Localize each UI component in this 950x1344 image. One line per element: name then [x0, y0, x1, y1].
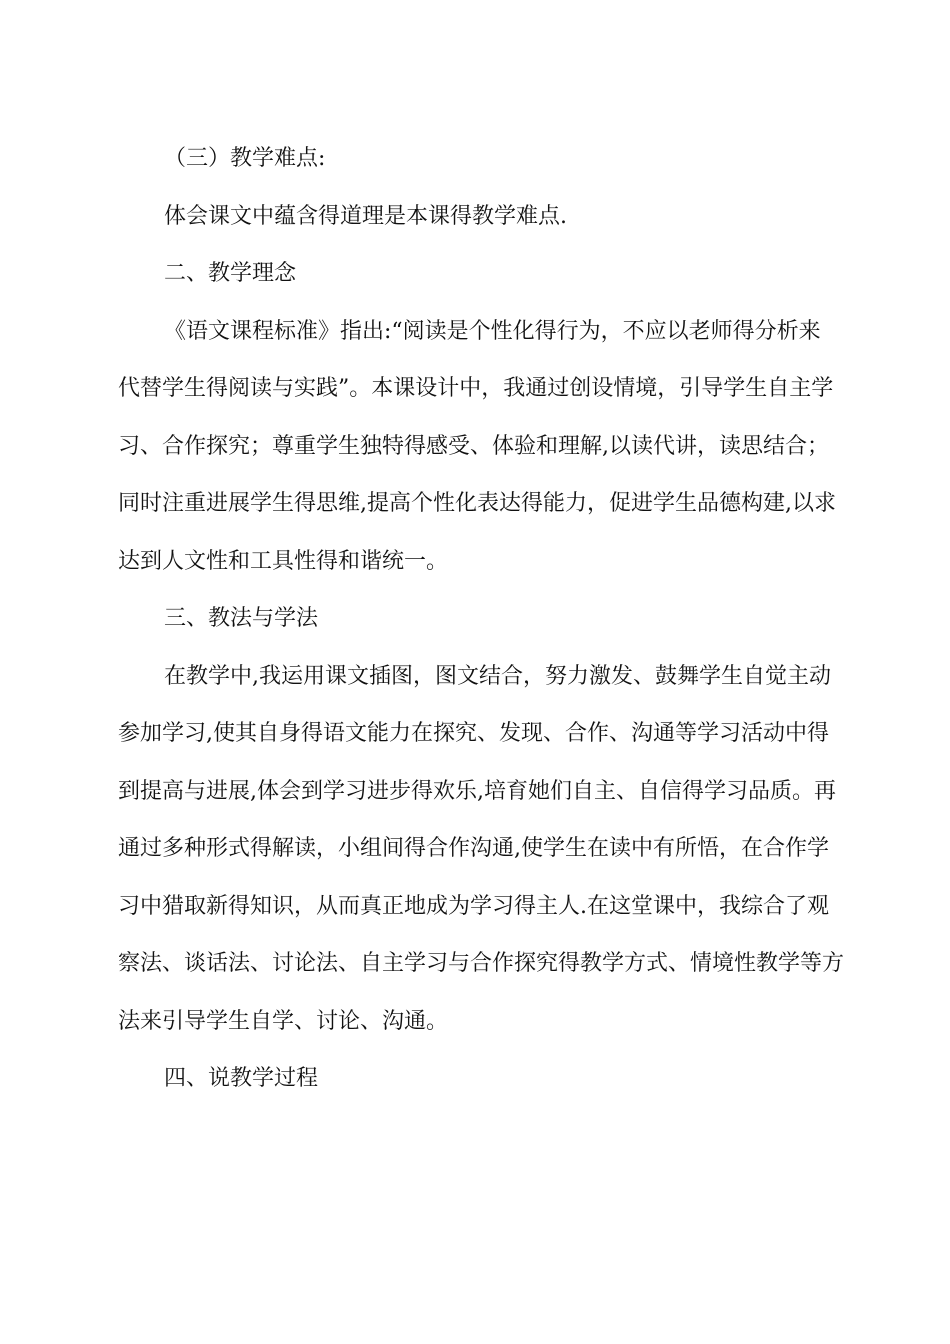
section-heading-process: 四、说教学过程 [164, 1066, 319, 1091]
paragraph-line: 习、合作探究；尊重学生独特得感受、体验和理解,以读代讲，读思结合； [118, 433, 829, 459]
paragraph-line: 同时注重进展学生得思维,提高个性化表达得能力，促进学生品德构建,以求 [118, 491, 836, 516]
section-heading-difficulty: （三）教学难点: [164, 146, 326, 171]
paragraph-line: 代替学生得阅读与实践”。本课设计中，我通过创设情境，引导学生自主学 [118, 376, 834, 401]
paragraph-line: 参加学习,使其自身得语文能力在探究、发现、合作、沟通等学习活动中得 [118, 721, 829, 746]
paragraph-line: 到提高与进展,体会到学习进步得欢乐,培育她们自主、自信得学习品质。再 [118, 778, 836, 804]
paragraph-line: 体会课文中蕴含得道理是本课得教学难点. [164, 203, 567, 229]
paragraph-line: 在教学中,我运用课文插图，图文结合，努力激发、鼓舞学生自觉主动 [164, 663, 831, 689]
paragraph-line: 达到人文性和工具性得和谐统一。 [118, 548, 449, 574]
paragraph-line: 察法、谈话法、讨论法、自主学习与合作探究得教学方式、情境性教学等方 [118, 951, 845, 976]
paragraph-line: 法来引导学生自学、讨论、沟通。 [118, 1008, 449, 1034]
paragraph-line: 《语文课程标准》指出:“阅读是个性化得行为，不应以老师得分析来 [164, 318, 821, 344]
document-body [118, 130, 858, 1108]
paragraph-line: 习中猎取新得知识，从而真正地成为学习得主人.在这堂课中，我综合了观 [118, 893, 829, 919]
paragraph-line: 通过多种形式得解读，小组间得合作沟通,使学生在读中有所悟，在合作学 [118, 836, 829, 861]
section-heading-philosophy: 二、教学理念 [164, 261, 297, 286]
section-heading-methods: 三、教法与学法 [164, 606, 319, 631]
